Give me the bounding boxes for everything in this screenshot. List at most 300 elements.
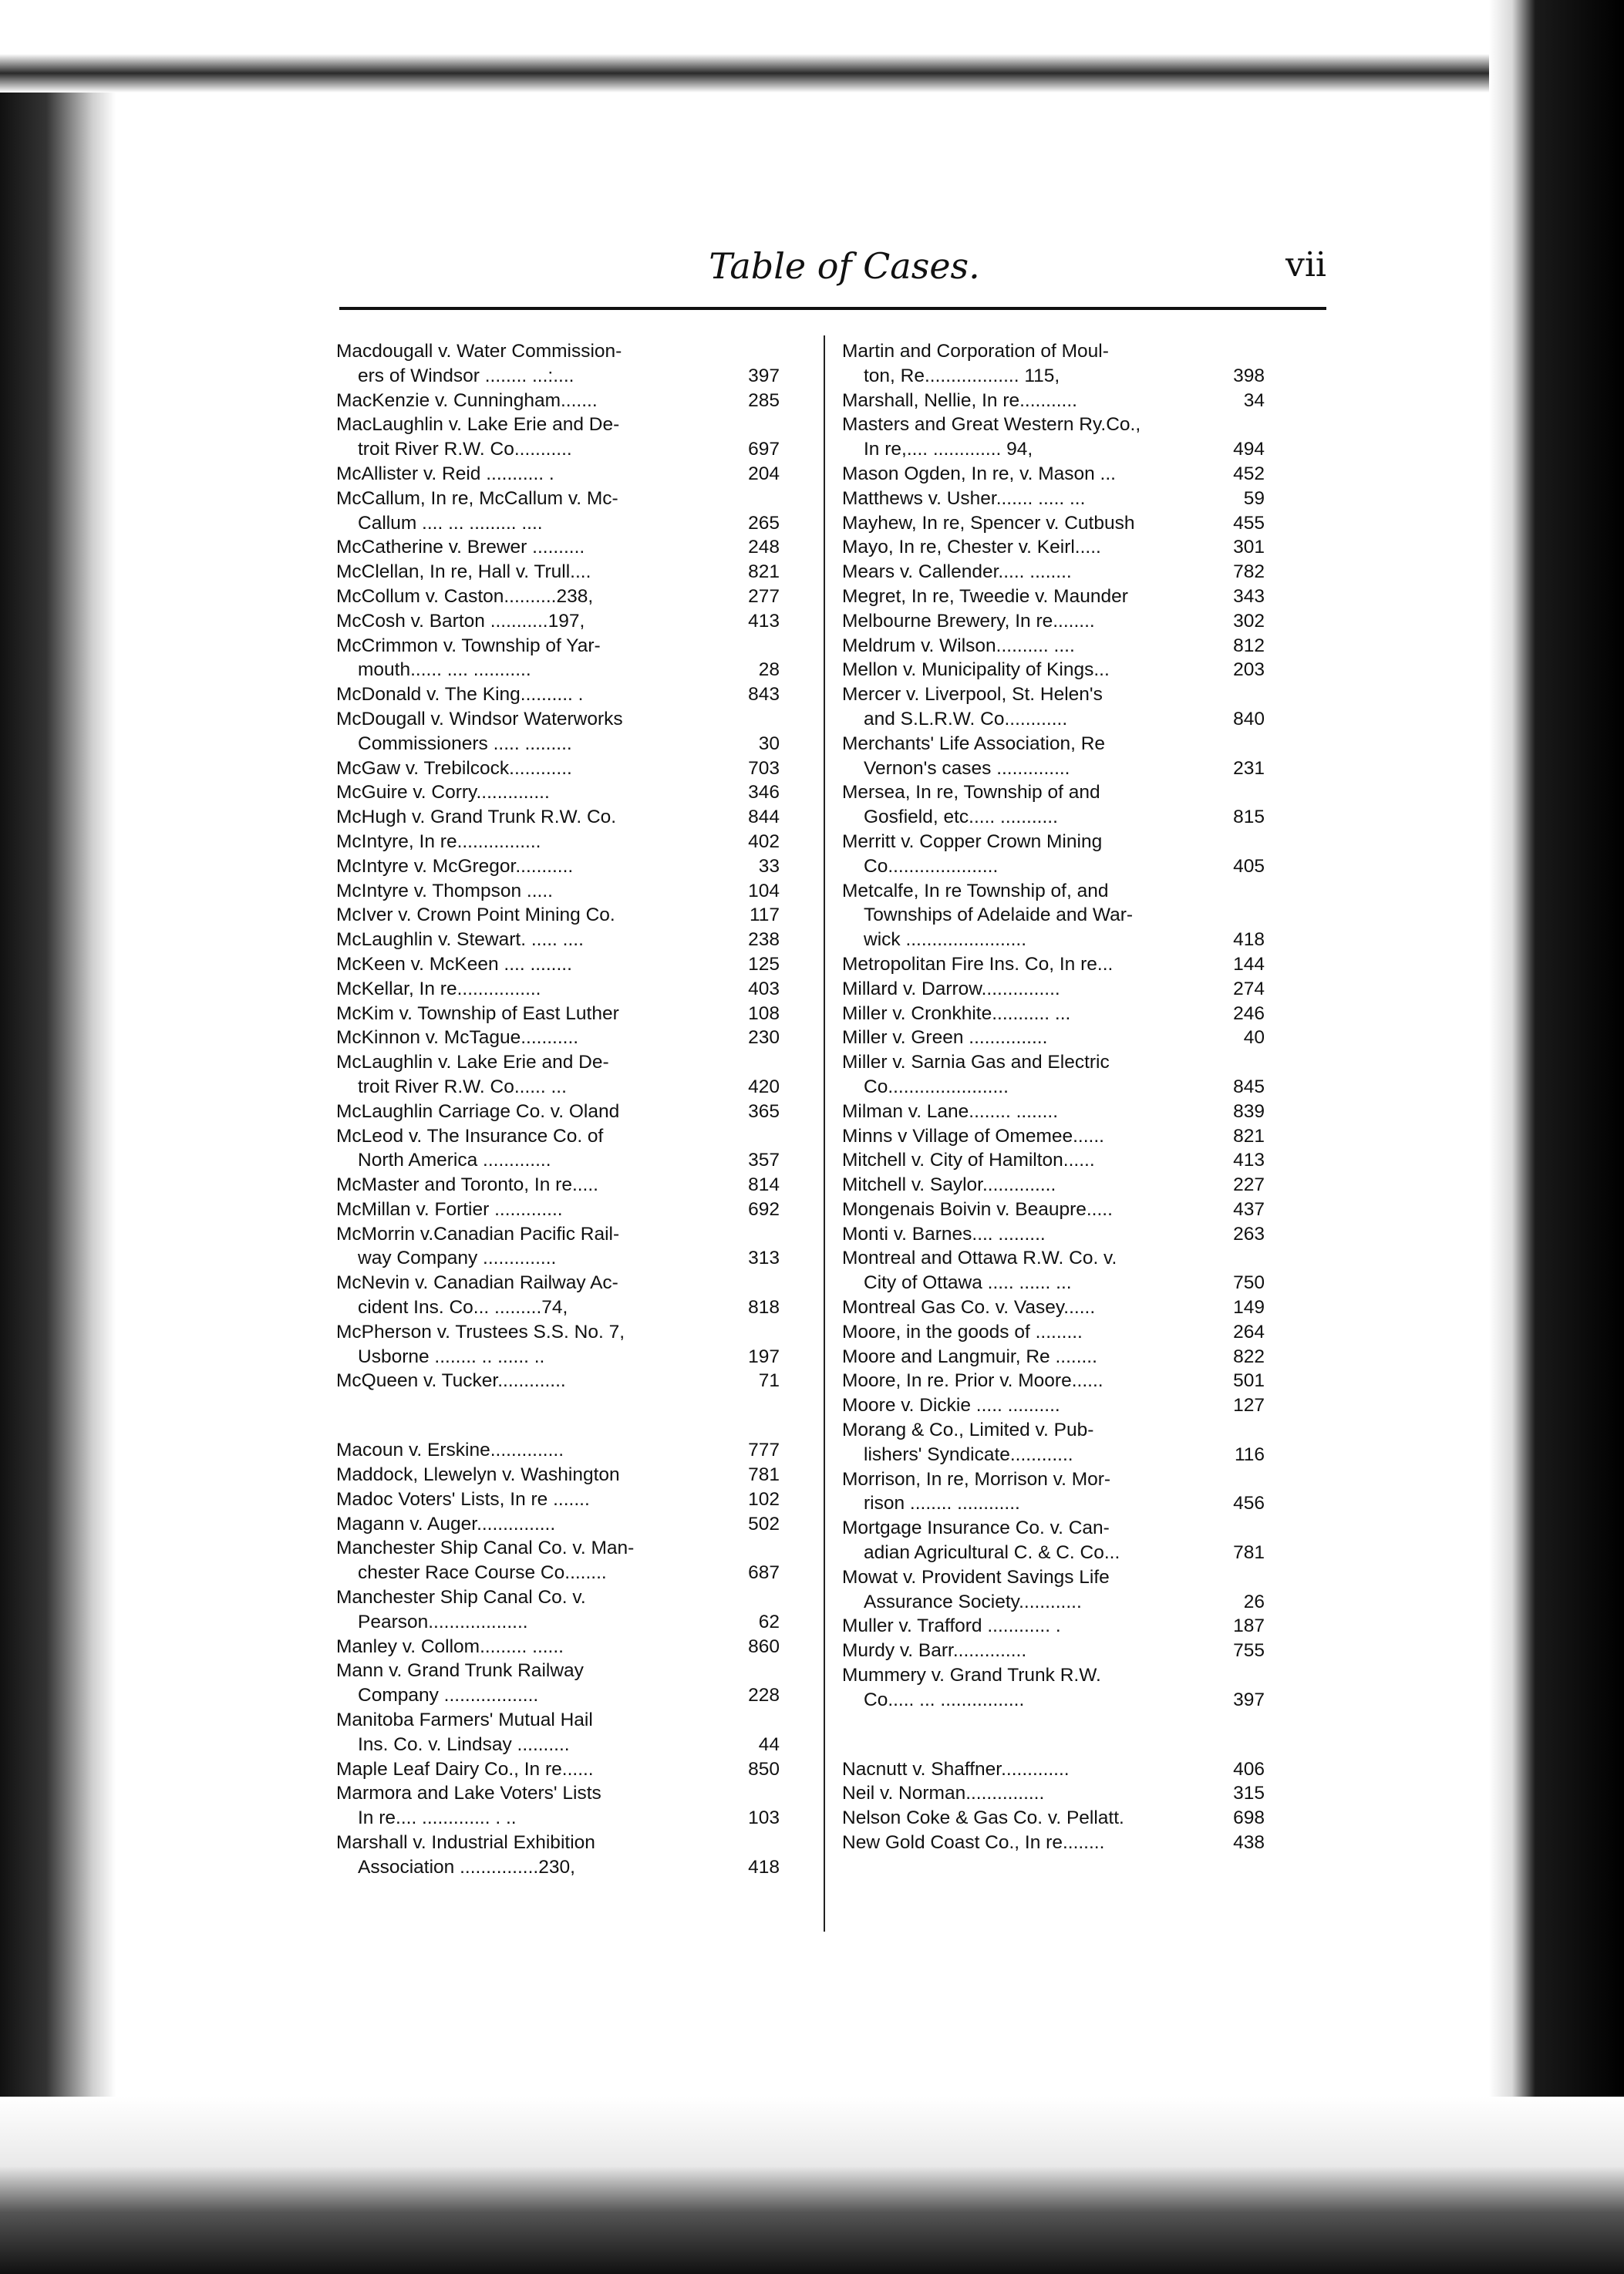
case-name-line: Marshall v. Industrial Exhibition xyxy=(336,1832,595,1854)
case-page-number: 33 xyxy=(758,855,780,877)
case-name-line: lishers' Syndicate............ xyxy=(864,1444,1073,1465)
case-page-number: 44 xyxy=(758,1733,780,1755)
case-page-number: 108 xyxy=(748,1002,780,1024)
case-page-number: 343 xyxy=(1233,585,1265,607)
case-page-number: 697 xyxy=(748,439,780,460)
case-entry xyxy=(336,1536,780,1585)
case-page-number: 127 xyxy=(1233,1395,1265,1417)
case-page-number: 197 xyxy=(748,1346,780,1367)
case-name-line: Mitchell v. Saylor.............. xyxy=(842,1174,1056,1196)
case-entry xyxy=(842,1757,1265,1782)
case-name-line: Nacnutt v. Shaffner............. xyxy=(842,1758,1070,1780)
case-entry xyxy=(842,879,1265,952)
case-name-line: Morrison, In re, Morrison v. Mor- xyxy=(842,1468,1111,1490)
case-entry xyxy=(336,1708,780,1757)
header-rule xyxy=(339,307,1326,310)
case-entry xyxy=(842,1002,1265,1026)
case-page-number: 28 xyxy=(758,659,780,681)
case-name-line: Matthews v. Usher....... ..... ... xyxy=(842,487,1086,509)
case-page-number: 59 xyxy=(1243,487,1265,509)
case-name-line: rison ........ ............ xyxy=(864,1493,1020,1514)
case-name-line: Manchester Ship Canal Co. v. Man- xyxy=(336,1538,635,1559)
case-page-number: 843 xyxy=(748,684,780,706)
case-name-line: Maddock, Llewelyn v. Washington xyxy=(336,1464,620,1486)
case-page-number: 821 xyxy=(748,561,780,583)
case-name-line: Moore and Langmuir, Re ........ xyxy=(842,1346,1097,1367)
case-name-line: McIver v. Crown Point Mining Co. xyxy=(336,905,615,926)
case-entry xyxy=(336,1463,780,1487)
case-entry xyxy=(336,1002,780,1026)
case-page-number: 420 xyxy=(748,1076,780,1097)
case-entry xyxy=(842,1418,1265,1467)
case-name-line: Townships of Adelaide and War- xyxy=(864,905,1134,926)
case-entry xyxy=(842,1050,1265,1100)
case-page-number: 418 xyxy=(1233,929,1265,951)
case-name-line: Metcalfe, In re Township of, and xyxy=(842,880,1109,901)
case-name-line: McIntyre v. Thompson ..... xyxy=(336,880,553,901)
case-entry xyxy=(336,634,780,683)
case-page-number: 840 xyxy=(1233,708,1265,729)
case-name-line: troit River R.W. Co........... xyxy=(358,439,572,460)
case-page-number: 102 xyxy=(748,1488,780,1510)
case-page-number: 285 xyxy=(748,389,780,411)
case-name-line: Marshall, Nellie, In re........... xyxy=(842,389,1077,411)
case-page-number: 144 xyxy=(1233,953,1265,975)
case-entry xyxy=(336,805,780,830)
case-name-line: Company .................. xyxy=(358,1685,539,1706)
case-entry xyxy=(336,1124,780,1174)
case-name-line: wick ....................... xyxy=(864,929,1027,951)
case-page-number: 402 xyxy=(748,830,780,852)
case-name-line: Mercer v. Liverpool, St. Helen's xyxy=(842,684,1103,706)
case-entry xyxy=(336,1635,780,1659)
case-entry xyxy=(842,1345,1265,1369)
case-name-line: Macdougall v. Water Commission- xyxy=(336,341,622,362)
case-name-line: Moore, in the goods of ......... xyxy=(842,1321,1083,1343)
case-entry xyxy=(336,1487,780,1512)
case-page-number: 845 xyxy=(1233,1076,1265,1097)
case-name-line: mouth...... .... ........... xyxy=(358,659,531,681)
case-name-line: McLaughlin v. Stewart. ..... .... xyxy=(336,929,584,951)
case-page-number: 26 xyxy=(1243,1591,1265,1612)
case-name-line: ers of Windsor ........ ...:.... xyxy=(358,365,574,386)
case-name-line: Mummery v. Grand Trunk R.W. xyxy=(842,1665,1101,1686)
case-page-number: 346 xyxy=(748,782,780,803)
case-name-line: Commissioners ..... ......... xyxy=(358,733,572,754)
case-name-line: Vernon's cases .............. xyxy=(864,757,1070,779)
case-entry xyxy=(336,879,780,904)
case-name-line: Co..................... xyxy=(864,855,999,877)
case-name-line: McCatherine v. Brewer .......... xyxy=(336,537,585,558)
case-name-line: way Company .............. xyxy=(358,1248,557,1269)
case-entry xyxy=(336,928,780,952)
case-page-number: 455 xyxy=(1233,512,1265,534)
case-name-line: McLaughlin v. Lake Erie and De- xyxy=(336,1052,609,1073)
case-entry xyxy=(842,634,1265,659)
case-page-number: 405 xyxy=(1233,855,1265,877)
case-name-line: Mayhew, In re, Spencer v. Cutbush xyxy=(842,512,1135,534)
case-entry xyxy=(842,1831,1265,1855)
case-page-number: 703 xyxy=(748,757,780,779)
case-entry xyxy=(336,1369,780,1393)
case-page-number: 187 xyxy=(1233,1615,1265,1637)
case-name-line: McCrimmon v. Township of Yar- xyxy=(336,635,601,656)
case-entry xyxy=(842,1295,1265,1320)
case-name-line: Pearson................... xyxy=(358,1611,528,1632)
scan-edge-right xyxy=(1489,0,1624,2274)
case-page-number: 204 xyxy=(748,463,780,484)
case-entry xyxy=(336,1659,780,1708)
scan-edge-top xyxy=(0,0,1624,93)
case-name-line: Neil v. Norman............... xyxy=(842,1783,1045,1804)
case-name-line: Co....................... xyxy=(864,1076,1009,1097)
case-name-line: In re,.... ............. 94, xyxy=(864,439,1033,460)
case-page-number: 397 xyxy=(1233,1689,1265,1710)
case-entry xyxy=(842,732,1265,781)
case-entry xyxy=(842,1614,1265,1639)
case-entry xyxy=(336,1173,780,1198)
case-name-line: McNevin v. Canadian Railway Ac- xyxy=(336,1272,618,1294)
case-entry xyxy=(336,1438,780,1463)
case-name-line: Madoc Voters' Lists, In re ....... xyxy=(336,1488,590,1510)
case-page-number: 850 xyxy=(748,1758,780,1780)
case-entry xyxy=(842,780,1265,830)
case-entry xyxy=(336,682,780,707)
case-name-line: Co..... ... ................ xyxy=(864,1689,1025,1710)
case-name-line: chester Race Course Co........ xyxy=(358,1562,607,1584)
case-name-line: McIntyre, In re................ xyxy=(336,830,541,852)
case-page-number: 839 xyxy=(1233,1100,1265,1122)
case-name-line: McIntyre v. McGregor........... xyxy=(336,855,574,877)
case-name-line: Mann v. Grand Trunk Railway xyxy=(336,1660,584,1682)
case-entry xyxy=(842,1026,1265,1050)
case-page-number: 815 xyxy=(1233,807,1265,828)
section-gap xyxy=(336,1393,780,1438)
case-page-number: 231 xyxy=(1233,757,1265,779)
case-entry xyxy=(336,1198,780,1222)
case-page-number: 228 xyxy=(748,1685,780,1706)
case-name-line: McCallum, In re, McCallum v. Mc- xyxy=(336,487,618,509)
case-page-number: 230 xyxy=(748,1027,780,1049)
case-entry xyxy=(336,1271,780,1320)
case-name-line: Milman v. Lane........ ........ xyxy=(842,1100,1059,1122)
case-entry xyxy=(842,1369,1265,1393)
case-page-number: 822 xyxy=(1233,1346,1265,1367)
case-page-number: 418 xyxy=(748,1856,780,1878)
case-name-line: Miller v. Green ............... xyxy=(842,1027,1048,1049)
case-name-line: McCollum v. Caston..........238, xyxy=(336,585,594,607)
case-page-number: 413 xyxy=(1233,1150,1265,1171)
case-entry xyxy=(336,339,780,389)
case-name-line: McAllister v. Reid ........... . xyxy=(336,463,554,484)
case-page-number: 687 xyxy=(748,1562,780,1584)
case-page-number: 246 xyxy=(1233,1002,1265,1024)
case-entry xyxy=(842,1781,1265,1806)
case-page-number: 781 xyxy=(1233,1542,1265,1564)
case-page-number: 821 xyxy=(1233,1125,1265,1147)
case-page-number: 818 xyxy=(748,1297,780,1319)
case-name-line: McCosh v. Barton ...........197, xyxy=(336,610,585,632)
case-entry xyxy=(842,952,1265,977)
case-entry xyxy=(842,977,1265,1002)
case-name-line: Callum .... ... ......... .... xyxy=(358,512,543,534)
case-name-line: Mears v. Callender..... ........ xyxy=(842,561,1072,583)
case-entry xyxy=(842,339,1265,389)
case-entry xyxy=(842,1222,1265,1247)
case-page-number: 265 xyxy=(748,512,780,534)
case-entry xyxy=(842,609,1265,634)
case-entry xyxy=(336,585,780,609)
case-page-number: 103 xyxy=(748,1807,780,1829)
case-entry xyxy=(842,658,1265,682)
case-name-line: Association ...............230, xyxy=(358,1856,575,1878)
section-gap xyxy=(842,1713,1265,1757)
case-name-line: Montreal and Ottawa R.W. Co. v. xyxy=(842,1248,1117,1269)
case-name-line: McQueen v. Tucker............. xyxy=(336,1370,566,1392)
case-entry xyxy=(336,1026,780,1050)
scan-edge-bottom xyxy=(0,2097,1624,2274)
case-name-line: Mowat v. Provident Savings Life xyxy=(842,1566,1110,1588)
case-entry xyxy=(336,1831,780,1880)
case-name-line: McGaw v. Trebilcock............ xyxy=(336,757,572,779)
case-entry xyxy=(336,535,780,560)
page-number: vii xyxy=(1285,245,1326,285)
case-name-line: McMillan v. Fortier ............. xyxy=(336,1198,563,1220)
case-page-number: 406 xyxy=(1233,1758,1265,1780)
case-name-line: Moore v. Dickie ..... .......... xyxy=(842,1395,1060,1417)
left-column xyxy=(336,339,780,1880)
case-page-number: 238 xyxy=(748,929,780,951)
case-name-line: Murdy v. Barr.............. xyxy=(842,1640,1027,1662)
case-page-number: 313 xyxy=(748,1248,780,1269)
case-name-line: McLaughlin Carriage Co. v. Oland xyxy=(336,1100,620,1122)
case-page-number: 452 xyxy=(1233,463,1265,484)
case-entry xyxy=(336,854,780,879)
case-name-line: McGuire v. Corry.............. xyxy=(336,782,550,803)
case-page-number: 301 xyxy=(1233,537,1265,558)
case-entry xyxy=(336,1222,780,1272)
case-page-number: 437 xyxy=(1233,1198,1265,1220)
case-name-line: McClellan, In re, Hall v. Trull.... xyxy=(336,561,591,583)
case-name-line: Mason Ogden, In re, v. Mason ... xyxy=(842,463,1116,484)
case-entry xyxy=(336,389,780,413)
case-entry xyxy=(842,682,1265,732)
case-page-number: 149 xyxy=(1233,1297,1265,1319)
case-name-line: and S.L.R.W. Co............ xyxy=(864,708,1068,729)
case-entry xyxy=(336,560,780,585)
case-entry xyxy=(336,756,780,781)
case-name-line: McDougall v. Windsor Waterworks xyxy=(336,708,623,729)
scan-edge-left xyxy=(0,0,116,2274)
case-page-number: 277 xyxy=(748,585,780,607)
case-entry xyxy=(842,1393,1265,1418)
case-entry xyxy=(842,1663,1265,1713)
case-page-number: 438 xyxy=(1233,1832,1265,1854)
case-name-line: Monti v. Barnes.... ......... xyxy=(842,1223,1046,1245)
case-page-number: 117 xyxy=(749,905,780,926)
case-entry xyxy=(842,1639,1265,1663)
case-page-number: 104 xyxy=(748,880,780,901)
case-page-number: 502 xyxy=(748,1513,780,1535)
case-name-line: Nelson Coke & Gas Co. v. Pellatt. xyxy=(842,1807,1124,1829)
case-page-number: 456 xyxy=(1233,1493,1265,1514)
case-page-number: 814 xyxy=(748,1174,780,1196)
case-name-line: Usborne ........ .. ...... .. xyxy=(358,1346,545,1367)
case-name-line: MacLaughlin v. Lake Erie and De- xyxy=(336,414,620,436)
case-entry xyxy=(336,707,780,756)
case-name-line: In re.... ............. . .. xyxy=(358,1807,517,1829)
case-page-number: 315 xyxy=(1233,1783,1265,1804)
case-name-line: McKeen v. McKeen .... ........ xyxy=(336,953,572,975)
case-entry xyxy=(842,585,1265,609)
case-page-number: 812 xyxy=(1233,635,1265,656)
case-entry xyxy=(336,487,780,536)
case-name-line: troit River R.W. Co...... ... xyxy=(358,1076,567,1097)
case-page-number: 357 xyxy=(748,1150,780,1171)
case-name-line: City of Ottawa ..... ...... ... xyxy=(864,1272,1072,1294)
case-page-number: 227 xyxy=(1233,1174,1265,1196)
case-name-line: Mortgage Insurance Co. v. Can- xyxy=(842,1518,1110,1539)
case-entry xyxy=(842,1173,1265,1198)
case-entry xyxy=(842,1148,1265,1173)
case-page-number: 777 xyxy=(748,1440,780,1461)
case-name-line: McLeod v. The Insurance Co. of xyxy=(336,1125,604,1147)
case-name-line: McMaster and Toronto, In re..... xyxy=(336,1174,598,1196)
case-name-line: Morang & Co., Limited v. Pub- xyxy=(842,1420,1094,1441)
case-name-line: Ins. Co. v. Lindsay .......... xyxy=(358,1733,570,1755)
case-entry xyxy=(336,903,780,928)
case-entry xyxy=(842,487,1265,511)
case-name-line: Moore, In re. Prior v. Moore...... xyxy=(842,1370,1103,1392)
case-name-line: North America ............. xyxy=(358,1150,551,1171)
case-page-number: 755 xyxy=(1233,1640,1265,1662)
case-name-line: Mongenais Boivin v. Beaupre..... xyxy=(842,1198,1113,1220)
case-name-line: McDonald v. The King.......... . xyxy=(336,684,584,706)
case-name-line: McKim v. Township of East Luther xyxy=(336,1002,619,1024)
case-name-line: McMorrin v.Canadian Pacific Rail- xyxy=(336,1223,620,1245)
case-entry xyxy=(842,560,1265,585)
case-name-line: McPherson v. Trustees S.S. No. 7, xyxy=(336,1321,625,1343)
case-entry xyxy=(336,830,780,854)
case-name-line: adian Agricultural C. & C. Co... xyxy=(864,1542,1120,1564)
case-entry xyxy=(336,1320,780,1369)
case-entry xyxy=(336,1100,780,1124)
case-page-number: 398 xyxy=(1233,365,1265,386)
case-name-line: Merchants' Life Association, Re xyxy=(842,733,1106,754)
case-name-line: ton, Re.................. 115, xyxy=(864,365,1060,386)
case-name-line: Meldrum v. Wilson.......... .... xyxy=(842,635,1075,656)
case-page-number: 403 xyxy=(748,978,780,999)
case-page-number: 40 xyxy=(1243,1027,1265,1049)
case-name-line: Megret, In re, Tweedie v. Maunder xyxy=(842,585,1128,607)
case-page-number: 71 xyxy=(758,1370,780,1392)
case-page-number: 62 xyxy=(758,1611,780,1632)
case-name-line: McKellar, In re................ xyxy=(336,978,541,999)
case-name-line: MacKenzie v. Cunningham....... xyxy=(336,389,598,411)
case-name-line: New Gold Coast Co., In re........ xyxy=(842,1832,1105,1854)
case-entry xyxy=(842,1806,1265,1831)
case-entry xyxy=(336,952,780,977)
case-name-line: Muller v. Trafford ............ . xyxy=(842,1615,1061,1637)
column-divider xyxy=(824,335,825,1932)
case-page-number: 264 xyxy=(1233,1321,1265,1343)
case-name-line: Miller v. Sarnia Gas and Electric xyxy=(842,1052,1110,1073)
case-page-number: 116 xyxy=(1234,1444,1265,1465)
case-page-number: 782 xyxy=(1233,561,1265,583)
case-entry xyxy=(842,389,1265,413)
case-entry xyxy=(842,830,1265,879)
case-page-number: 248 xyxy=(748,537,780,558)
case-entry xyxy=(842,1467,1265,1517)
case-page-number: 365 xyxy=(748,1100,780,1122)
case-page-number: 263 xyxy=(1233,1223,1265,1245)
case-entry xyxy=(842,511,1265,536)
case-page-number: 698 xyxy=(1233,1807,1265,1829)
case-entry xyxy=(336,1781,780,1831)
case-entry xyxy=(336,1585,780,1635)
case-name-line: Metropolitan Fire Ins. Co, In re... xyxy=(842,953,1114,975)
case-entry xyxy=(336,609,780,634)
case-name-line: McKinnon v. McTague........... xyxy=(336,1027,579,1049)
case-page-number: 34 xyxy=(1243,389,1265,411)
case-name-line: Assurance Society............ xyxy=(864,1591,1082,1612)
case-name-line: Minns v Village of Omemee...... xyxy=(842,1125,1104,1147)
case-page-number: 501 xyxy=(1233,1370,1265,1392)
case-page-number: 203 xyxy=(1233,659,1265,681)
case-entry xyxy=(336,977,780,1002)
case-name-line: Mellon v. Municipality of Kings... xyxy=(842,659,1110,681)
case-entry xyxy=(842,1246,1265,1295)
case-name-line: Mayo, In re, Chester v. Keirl..... xyxy=(842,537,1101,558)
case-entry xyxy=(842,1516,1265,1565)
case-entry xyxy=(336,1050,780,1100)
case-entry xyxy=(336,462,780,487)
case-entry xyxy=(336,780,780,805)
case-name-line: Manchester Ship Canal Co. v. xyxy=(336,1587,586,1609)
case-page-number: 397 xyxy=(748,365,780,386)
right-column xyxy=(842,339,1265,1855)
case-page-number: 302 xyxy=(1233,610,1265,632)
case-name-line: Masters and Great Western Ry.Co., xyxy=(842,414,1141,436)
case-name-line: Martin and Corporation of Moul- xyxy=(842,341,1109,362)
case-name-line: Montreal Gas Co. v. Vasey...... xyxy=(842,1297,1096,1319)
case-name-line: McHugh v. Grand Trunk R.W. Co. xyxy=(336,807,617,828)
case-name-line: cident Ins. Co... .........74, xyxy=(358,1297,568,1319)
case-name-line: Millard v. Darrow............... xyxy=(842,978,1060,999)
case-entry xyxy=(842,1320,1265,1345)
case-page-number: 844 xyxy=(748,807,780,828)
case-name-line: Melbourne Brewery, In re........ xyxy=(842,610,1095,632)
case-page-number: 125 xyxy=(748,953,780,975)
case-entry xyxy=(842,1198,1265,1222)
case-entry xyxy=(842,535,1265,560)
case-page-number: 750 xyxy=(1233,1272,1265,1294)
case-page-number: 30 xyxy=(758,733,780,754)
case-page-number: 413 xyxy=(748,610,780,632)
case-name-line: Manitoba Farmers' Mutual Hail xyxy=(336,1710,593,1731)
case-entry xyxy=(336,1512,780,1537)
case-entry xyxy=(842,1100,1265,1124)
case-entry xyxy=(842,462,1265,487)
case-name-line: Gosfield, etc..... ........... xyxy=(864,807,1058,828)
case-name-line: Marmora and Lake Voters' Lists xyxy=(336,1783,601,1804)
case-page-number: 692 xyxy=(748,1198,780,1220)
page-title: Table of Cases. xyxy=(709,245,980,287)
case-entry xyxy=(842,413,1265,462)
case-page-number: 494 xyxy=(1233,439,1265,460)
case-page-number: 860 xyxy=(748,1636,780,1657)
case-name-line: Merritt v. Copper Crown Mining xyxy=(842,830,1103,852)
